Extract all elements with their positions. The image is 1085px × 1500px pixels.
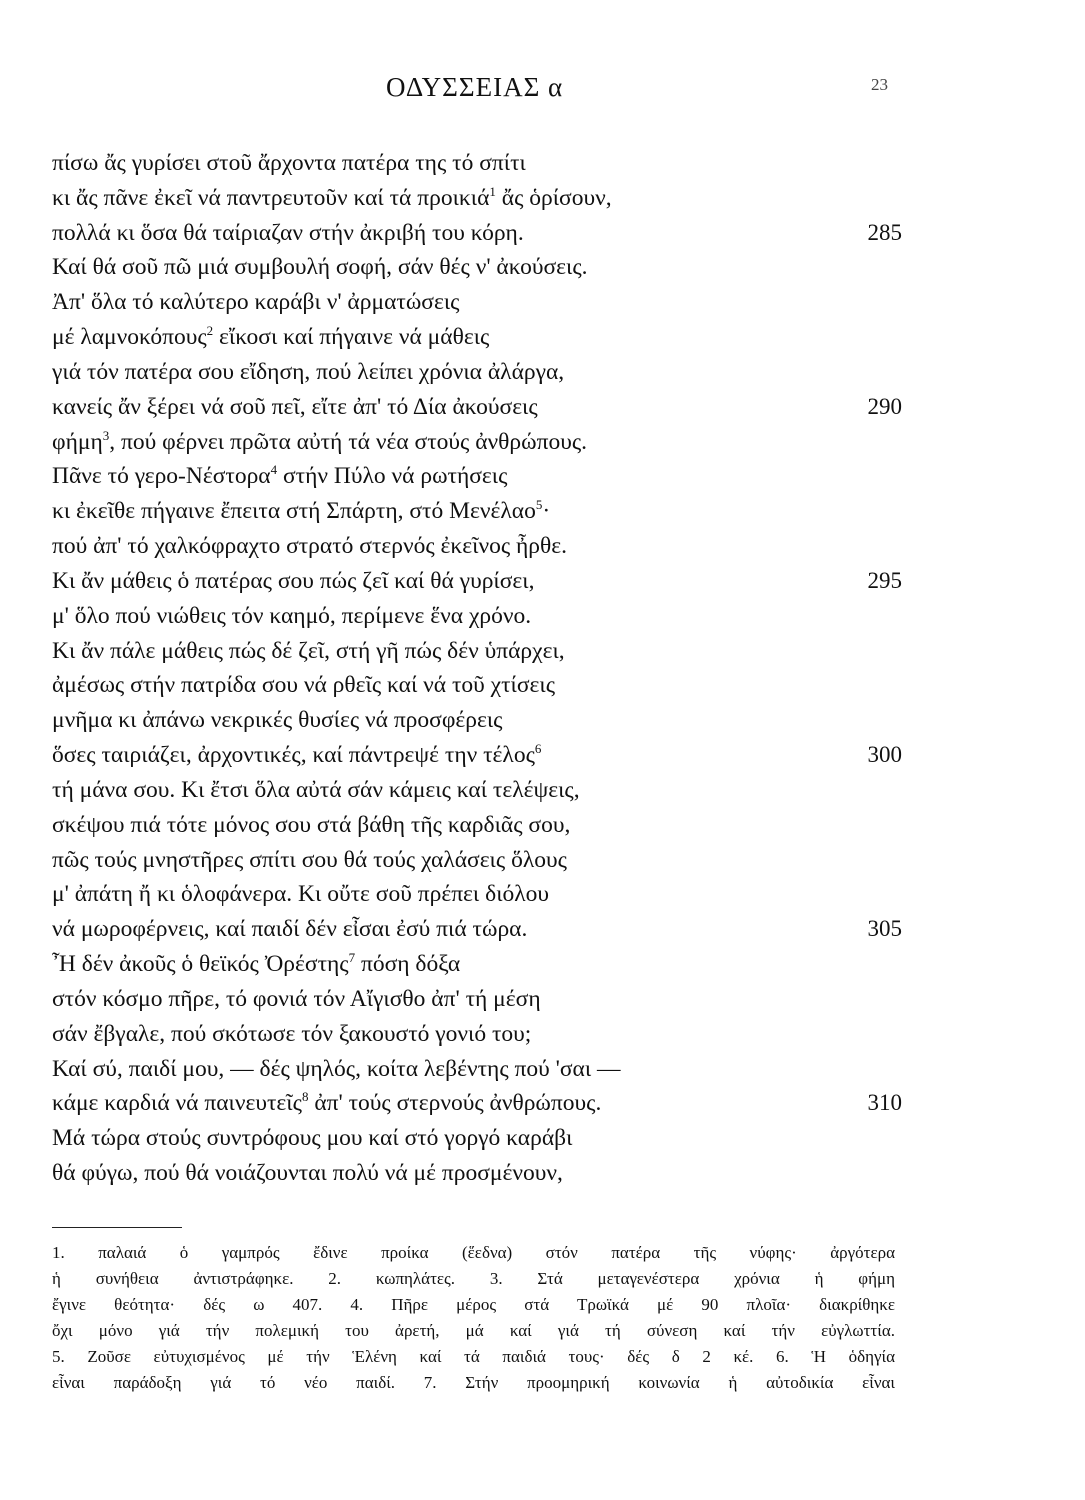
footnote-ref: 6 [534, 741, 542, 757]
line-number: 290 [867, 393, 902, 419]
footnote-line: 1. παλαιά ὁ γαμπρός ἔδινε προίκα (ἕεδνα) στόν πατέρα τῆς νύφης· ἀργότερα [52, 1243, 895, 1262]
verse-line [52, 181, 902, 216]
verse-text: Μά τώρα στούς συντρόφους μου καί στό γοργό καράβι [52, 1125, 573, 1152]
verse-line [52, 668, 902, 703]
footnote-line: ἔγινε θεότητα· δές ω 407. 4. Πῆρε μέρος στά Τρωϊκά μέ 90 πλοῖα· διακρίθηκε [52, 1295, 895, 1314]
verse-line [52, 1052, 902, 1087]
verse-line [52, 320, 902, 355]
line-number: 285 [867, 219, 902, 245]
verse-text: κανείς ἄν ξέρει νά σοῦ πεῖ, εἴτε ἀπ' τό Δία ἀκούσεις [52, 393, 538, 420]
verse-text: νά μωροφέρνεις, καί παιδί δέν εἶσαι ἐσύ πιά τώρα. [52, 916, 528, 943]
verse-line [52, 982, 902, 1017]
verse-line [52, 390, 902, 425]
footnote-line: 5. Ζοῦσε εὐτυχισμένος μέ τήν Ἑλένη καί τά παιδιά τους· δές δ 2 κέ. 6. Ἡ ὁδηγία [52, 1347, 895, 1366]
verse-line [52, 599, 902, 634]
line-number: 300 [867, 742, 902, 768]
poem-text [52, 146, 902, 1191]
footnote-divider [52, 1227, 182, 1228]
footnote-ref: 4 [270, 462, 278, 478]
verse-line [52, 216, 902, 251]
verse-line [52, 738, 902, 773]
verse-line [52, 1086, 902, 1121]
verse-text: πῶς τούς μνηστῆρες σπίτι σου θά τούς χαλάσεις ὅλους [52, 846, 567, 873]
footnote-line: εἶναι παράδοξη γιά τό νέο παιδί. 7. Στήν προομηρική κοινωνία ἡ αὐτοδικία εἶναι [52, 1373, 895, 1392]
verse-line [52, 459, 902, 494]
verse-text: ὅσες ταιριάζει, ἀρχοντικές, καί πάντρεψέ την τέλος$^6$ [52, 741, 542, 769]
verse-text: πολλά κι ὅσα θά ταίριαζαν στήν ἀκριβή του κόρη. [52, 219, 524, 246]
verse-line [52, 808, 902, 843]
verse-text: μέ λαμνοκόπους$^2$ εἴκοσι καί πήγαινε νά μάθεις [52, 323, 490, 351]
footnote-ref: 2 [206, 323, 214, 339]
verse-text: Πᾶνε τό γερο-Νέστορα$^4$ στήν Πύλο νά ρωτήσεις [52, 462, 508, 490]
verse-line [52, 843, 902, 878]
page-number: 23 [871, 75, 888, 94]
verse-line [52, 425, 902, 460]
verse-line [52, 250, 902, 285]
line-number: 310 [867, 1090, 902, 1116]
verse-line [52, 355, 902, 390]
verse-text: Κι ἄν μάθεις ὁ πατέρας σου πώς ζεῖ καί θά γυρίσει, [52, 567, 535, 594]
verse-line [52, 146, 902, 181]
verse-text: γιά τόν πατέρα σου εἴδηση, πού λείπει χρόνια ἀλάργα, [52, 358, 565, 385]
footnote-line: ἡ συνήθεια ἀντιστράφηκε. 2. κωπηλάτες. 3. Στά μεταγενέστερα χρόνια ἡ φήμη [52, 1269, 895, 1288]
verse-text: πού ἀπ' τό χαλκόφραχτο στρατό στερνός ἐκεῖνος ἦρθε. [52, 533, 568, 560]
verse-text: Ἦ δέν ἀκοῦς ὁ θεϊκός Ὀρέστης$^7$ πόση δόξα [52, 950, 461, 978]
verse-text: σκέψου πιά τότε μόνος σου στά βάθη τῆς καρδιᾶς σου, [52, 811, 571, 838]
verse-text: ἀμέσως στήν πατρίδα σου νά ρθεῖς καί νά τοῦ χτίσεις [52, 672, 556, 699]
verse-line [52, 634, 902, 669]
verse-line [52, 285, 902, 320]
page-header [0, 72, 1085, 112]
verse-text: πίσω ἄς γυρίσει στοῦ ἄρχοντα πατέρα της τό σπίτι [52, 150, 526, 176]
verse-text: κι ἄς πᾶνε ἐκεῖ νά παντρευτοῦν καί τά προικιά$^1$ ἄς ὁρίσουν, [52, 183, 612, 211]
verse-text: στόν κόσμο πῆρε, τό φονιά τόν Αἴγισθο ἀπ' τή μέση [52, 985, 541, 1012]
footnote-line: ὄχι μόνο γιά τήν πολεμική του ἀρετή, μά καί γιά τή σύνεση καί τήν εὐγλωττία. [52, 1321, 895, 1340]
verse-text: μ' ἀπάτη ἤ κι ὁλοφάνερα. Κι οὔτε σοῦ πρέπει διόλου [52, 881, 550, 908]
verse-text: θά φύγω, πού θά νοιάζουνται πολύ νά μέ προσμένουν, [52, 1160, 563, 1187]
verse-text: τή μάνα σου. Κι ἔτσι ὅλα αὐτά σάν κάμεις καί τελέψεις, [52, 776, 580, 803]
verse-line [52, 564, 902, 599]
verse-line [52, 1121, 902, 1156]
footnotes [52, 1240, 895, 1396]
verse-line [52, 877, 902, 912]
verse-text: Καί σύ, παιδί μου, — δές ψηλός, κοίτα λεβέντης πού 'σαι — [52, 1055, 621, 1082]
footnote-ref: 1 [489, 183, 496, 199]
verse-line [52, 494, 902, 529]
verse-text: Καί θά σοῦ πῶ μιά συμβουλή σοφή, σάν θές ν' ἀκούσεις. [52, 254, 588, 281]
verse-text: Ἀπ' ὅλα τό καλύτερο καράβι ν' ἀρματώσεις [52, 289, 460, 316]
footnote-ref: 3 [102, 427, 110, 443]
verse-line [52, 912, 902, 947]
line-number: 305 [867, 916, 902, 942]
footnote-ref: 7 [348, 950, 356, 966]
verse-line [52, 1017, 902, 1052]
footnote-ref: 5 [535, 497, 543, 513]
verse-text: κι ἐκεῖθε πήγαινε ἔπειτα στή Σπάρτη, στό Μενέλαο$^5$· [52, 497, 551, 525]
verse-text: μ' ὅλο πού νιώθεις τόν καημό, περίμενε ἕνα χρόνο. [52, 602, 532, 629]
footnote-ref: 8 [301, 1089, 309, 1105]
verse-text: φήμη$^3$, πού φέρνει πρῶτα αὐτή τά νέα στούς ἀνθρώπους. [52, 427, 588, 455]
verse-text: Κι ἄν πάλε μάθεις πώς δέ ζεῖ, στή γῆ πώς δέν ὑπάρχει, [52, 637, 565, 664]
verse-text: κάμε καρδιά νά παινευτεῖς$^8$ ἀπ' τούς στερνούς ἀνθρώπους. [52, 1089, 602, 1117]
verse-line [52, 1156, 902, 1191]
verse-text: σάν ἔβγαλε, πού σκότωσε τόν ξακουστό γονιό του; [52, 1020, 532, 1047]
running-title: ΟΔΥΣΣΕΙΑΣ α [386, 72, 564, 102]
verse-line [52, 947, 902, 982]
line-number: 295 [867, 567, 902, 593]
verse-line [52, 703, 902, 738]
verse-line [52, 773, 902, 808]
verse-line [52, 529, 902, 564]
verse-text: μνῆμα κι ἀπάνω νεκρικές θυσίες νά προσφέρεις [52, 707, 503, 734]
